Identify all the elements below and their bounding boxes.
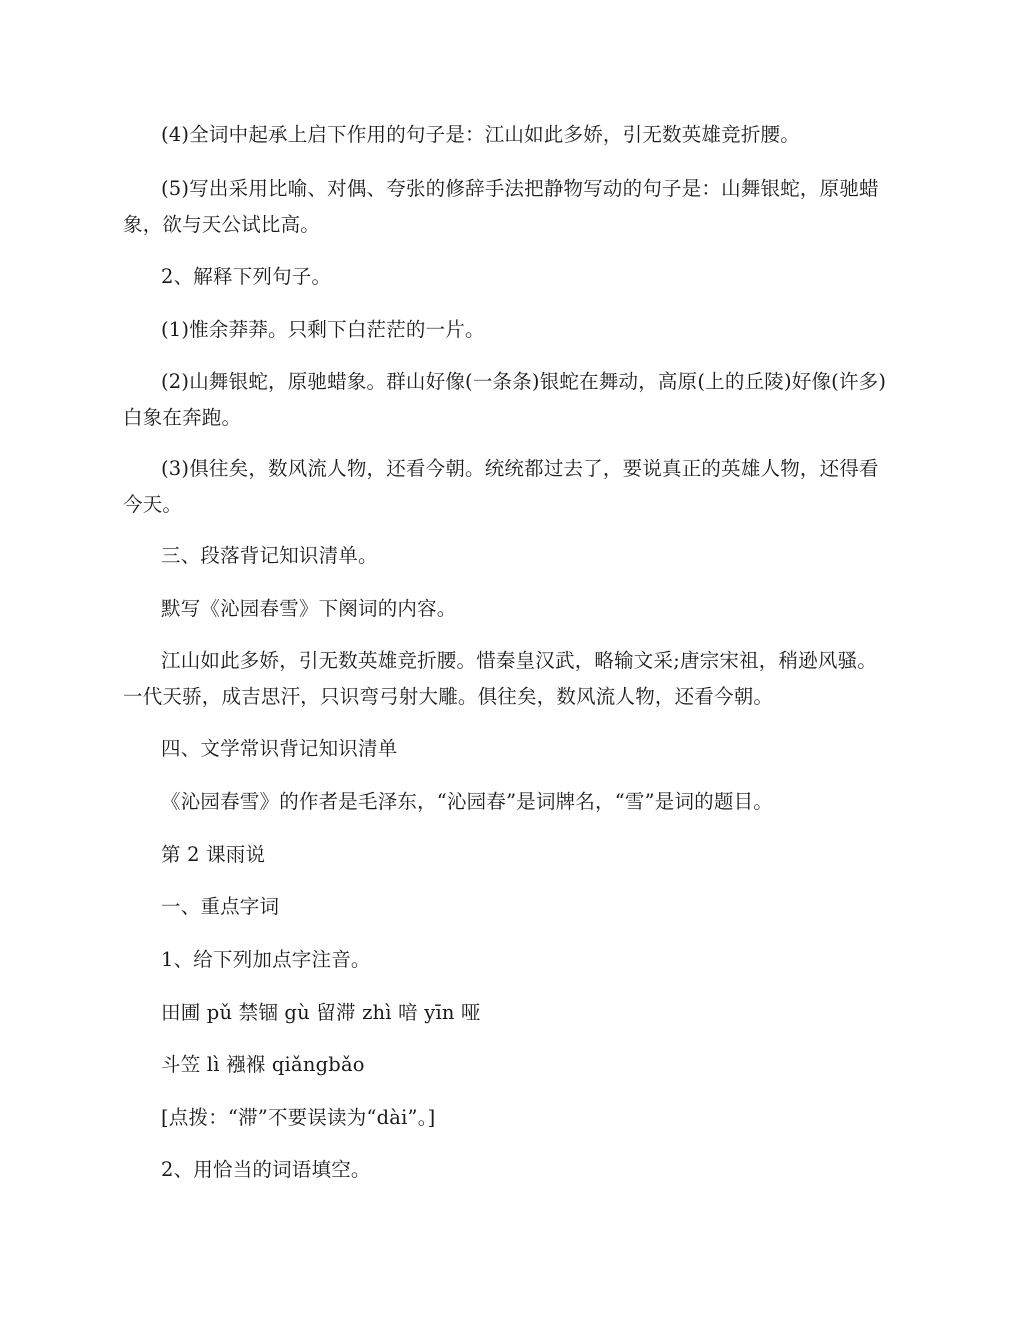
paragraph-dictation-prompt: 默写《沁园春雪》下阕词的内容。 xyxy=(161,597,457,620)
paragraph-fill-4: (4)全词中起承上启下作用的句子是：江山如此多娇，引无数英雄竞折腰。 xyxy=(161,123,800,146)
paragraph-explain-1: (1)惟余莽莽。只剩下白茫茫的一片。 xyxy=(161,318,485,341)
paragraph-pinyin-task: 1、给下列加点字注音。 xyxy=(161,948,371,971)
paragraph-tip: [点拨：“滞”不要误读为“dài”。] xyxy=(161,1106,436,1129)
section-heading-recite: 三、段落背记知识清单。 xyxy=(161,544,378,567)
paragraph-poem-text: 江山如此多娇，引无数英雄竞折腰。惜秦皇汉武，略输文采;唐宗宋祖，稍逊风骚。一代天骄，成吉思汗，只识弯弓射大雕。俱往矣，数风流人物，还看今朝。 xyxy=(123,649,877,708)
section-heading-explain: 2、解释下列句子。 xyxy=(161,265,332,288)
paragraph-explain-3: (3)俱往矣，数风流人物，还看今朝。统统都过去了，要说真正的英雄人物，还得看今天。 xyxy=(123,457,879,516)
paragraph-pinyin-line-2: 斗笠 lì 襁褓 qiǎngbǎo xyxy=(161,1053,365,1076)
paragraph-fill-5: (5)写出采用比喻、对偶、夸张的修辞手法把静物写动的句子是：山舞银蛇，原驰蜡象，欲与天公试比高。 xyxy=(123,177,879,236)
section-heading-vocab: 一、重点字词 xyxy=(161,895,280,918)
paragraph-explain-2: (2)山舞银蛇，原驰蜡象。群山好像(一条条)银蛇在舞动，高原(上的丘陵)好像(许多)白象在奔跑。 xyxy=(123,370,887,429)
paragraph-pinyin-line-1: 田圃 pǔ 禁锢 gù 留滞 zhì 喑 yīn 哑 xyxy=(161,1001,481,1024)
section-heading-literature: 四、文学常识背记知识清单 xyxy=(161,737,398,760)
lesson-title: 第 2 课雨说 xyxy=(161,843,266,866)
paragraph-fill-words: 2、用恰当的词语填空。 xyxy=(161,1158,371,1181)
paragraph-author: 《沁园春雪》的作者是毛泽东，“沁园春”是词牌名，“雪”是词的题目。 xyxy=(161,790,773,813)
